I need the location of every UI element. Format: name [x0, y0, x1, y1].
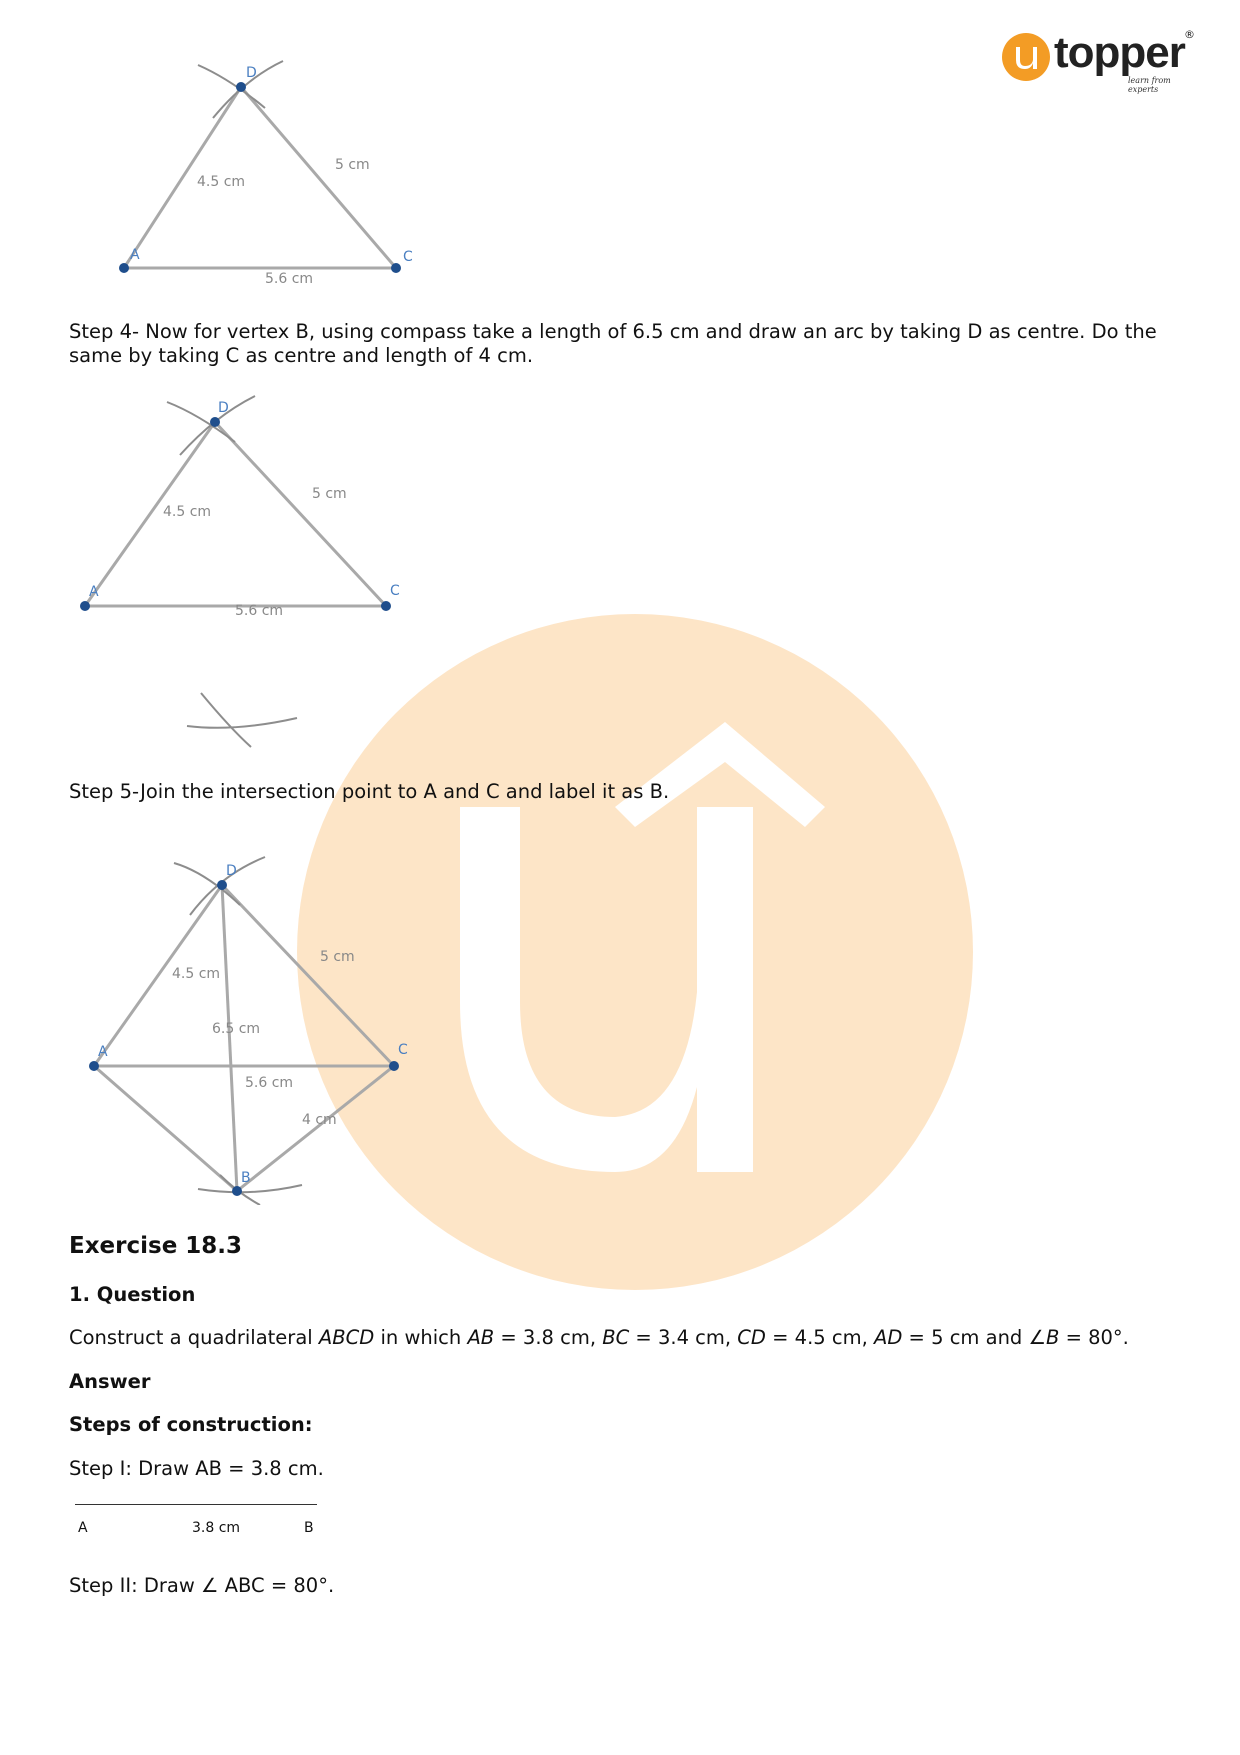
segment-dc: [215, 422, 386, 606]
step-5-text: Step 5-Join the intersection point to A and C and label it as B.: [69, 780, 670, 803]
label-ad: 4.5 cm: [163, 504, 212, 520]
segment-dc: [241, 87, 396, 268]
brand-registered: ®: [1184, 28, 1195, 41]
question-text: Construct a quadrilateral ABCD in which AB = 3.8 cm, BC = 3.4 cm, CD = 4.5 cm, AD = 5 cm and ∠B = 80°.: [69, 1326, 1129, 1349]
label-dc: 5 cm: [335, 157, 370, 173]
vertex-a-label: A: [98, 1044, 108, 1060]
segment-ab: [94, 1066, 237, 1191]
label-ad: 4.5 cm: [172, 966, 221, 982]
answer-heading: Answer: [69, 1370, 151, 1393]
length-label: 3.8 cm: [192, 1520, 241, 1536]
label-ac: 5.6 cm: [235, 603, 284, 619]
point-c: [391, 263, 401, 273]
point-c: [389, 1061, 399, 1071]
brand-logo: [1002, 30, 1202, 92]
vertex-c-label: C: [403, 249, 413, 265]
point-a-label: A: [78, 1520, 88, 1536]
segment-db: [222, 885, 237, 1191]
vertex-c-label: C: [398, 1042, 408, 1058]
figure-triangle-1: [110, 55, 440, 295]
vertex-b-label: B: [241, 1170, 251, 1186]
point-d: [236, 82, 246, 92]
point-d: [217, 880, 227, 890]
segment-ab: [75, 1504, 317, 1505]
vertex-a-label: A: [89, 584, 99, 600]
point-d: [210, 417, 220, 427]
step-4-text: Step 4- Now for vertex B, using compass take a length of 6.5 cm and draw an arc by taking D as centre. Do the same by taking C as centre and length of 4 cm.: [69, 320, 1157, 367]
brand-tagline: learn from experts: [1128, 76, 1171, 94]
label-ac: 5.6 cm: [265, 271, 314, 287]
label-dc: 5 cm: [320, 949, 355, 965]
point-a: [80, 601, 90, 611]
step-ii-text: Step II: Draw ∠ ABC = 80°.: [69, 1574, 335, 1597]
label-bc: 4 cm: [302, 1112, 337, 1128]
construction-arc: [198, 1185, 302, 1192]
figure-quadrilateral: [80, 845, 420, 1205]
point-a: [119, 263, 129, 273]
segment-dc: [222, 885, 394, 1066]
point-b: [232, 1186, 242, 1196]
vertex-d-label: D: [226, 863, 237, 879]
vertex-d-label: D: [246, 65, 257, 81]
figure-line-ab: [75, 1500, 320, 1542]
label-ad: 4.5 cm: [197, 174, 246, 190]
intersection-arc: [187, 718, 297, 728]
point-b-label: B: [304, 1520, 314, 1536]
exercise-title: Exercise 18.3: [69, 1233, 243, 1259]
label-db: 6.5 cm: [212, 1021, 261, 1037]
figure-triangle-2: [75, 392, 415, 762]
label-dc: 5 cm: [312, 486, 347, 502]
vertex-d-label: D: [218, 400, 229, 416]
steps-heading: Steps of construction:: [69, 1413, 313, 1436]
vertex-c-label: C: [390, 583, 400, 599]
vertex-a-label: A: [130, 247, 140, 263]
point-a: [89, 1061, 99, 1071]
label-ac: 5.6 cm: [245, 1075, 294, 1091]
point-c: [381, 601, 391, 611]
question-heading: 1. Question: [69, 1283, 196, 1306]
brand-name: topper: [1054, 28, 1185, 77]
intersection-arc: [201, 693, 251, 747]
step-i-text: Step I: Draw AB = 3.8 cm.: [69, 1457, 324, 1480]
